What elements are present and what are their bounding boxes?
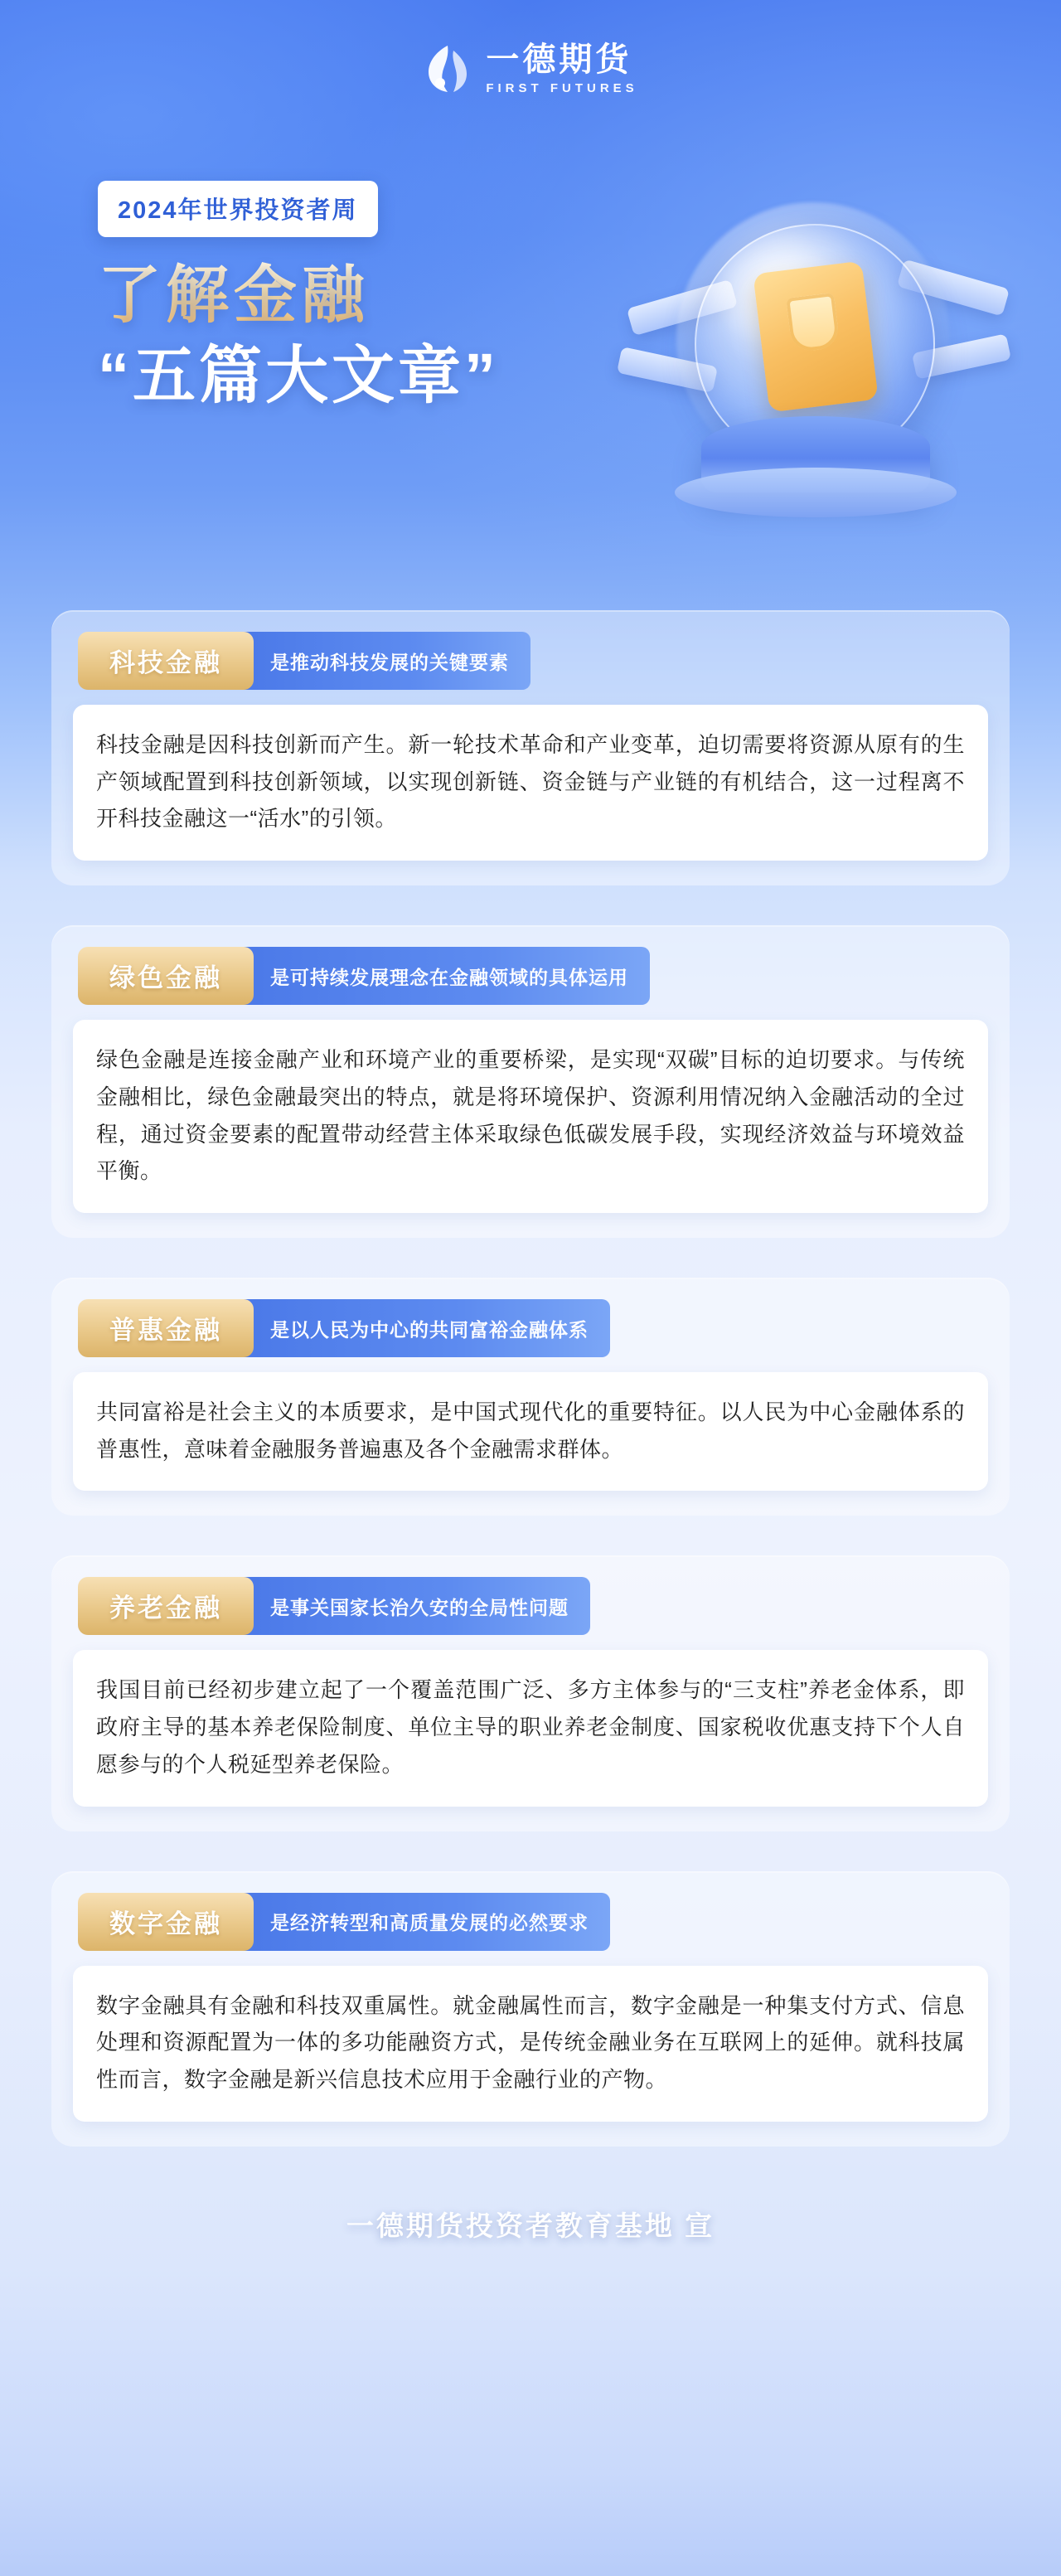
section-subtitle: 是可持续发展理念在金融领域的具体运用 (242, 947, 650, 1005)
content-sections (0, 600, 1061, 2147)
section-subtitle: 是推动科技发展的关键要素 (242, 632, 530, 690)
section-title: 数字金融 (78, 1893, 254, 1951)
section-card (51, 925, 1010, 1238)
section-body: 我国目前已经初步建立起了一个覆盖范围广泛、多方主体参与的“三支柱”养老金体系，即政府主导的基本养老保险制度、单位主导的职业养老金制度、国家税收优惠支持下个人自愿参与的个人税延型养老保险。 (73, 1650, 988, 1806)
section-subtitle: 是事关国家长治久安的全局性问题 (242, 1577, 590, 1635)
section-header (78, 632, 988, 690)
hero-badge: 2024年世界投资者周 (98, 181, 378, 237)
section-header (78, 947, 988, 1005)
feather-swirl-logo-icon (423, 43, 472, 95)
section-card (51, 1278, 1010, 1516)
section-card (51, 1555, 1010, 1831)
brand-text (486, 43, 637, 95)
section-header (78, 1577, 988, 1635)
section-title: 科技金融 (78, 632, 254, 690)
footer-text: 一德期货投资者教育基地 宣 (346, 2210, 715, 2241)
section-title: 养老金融 (78, 1577, 254, 1635)
section-body: 数字金融具有金融和科技双重属性。就金融属性而言，数字金融是一种集支付方式、信息处理和资源配置为一体的多功能融资方式，是传统金融业务在互联网上的延伸。就科技属性而言，数字金融是新兴信息技术应用于金融行业的产物。 (73, 1966, 988, 2122)
section-card (51, 610, 1010, 885)
brand-header (0, 0, 1061, 95)
hero-section (0, 95, 1061, 600)
section-body: 共同富裕是社会主义的本质要求，是中国式现代化的重要特征。以人民为中心金融体系的普惠性，意味着金融服务普遍惠及各个金融需求群体。 (73, 1372, 988, 1491)
glow-halo (676, 202, 950, 476)
section-subtitle: 是经济转型和高质量发展的必然要求 (242, 1893, 610, 1951)
section-title: 绿色金融 (78, 947, 254, 1005)
section-body: 绿色金融是连接金融产业和环境产业的重要桥梁，是实现“双碳”目标的迫切要求。与传统金融相比，绿色金融最突出的特点，就是将环境保护、资源利用情况纳入金融活动的全过程，通过资金要素的配置带动经营主体采取绿色低碳发展手段，实现经济效益与环境效益平衡。 (73, 1020, 988, 1213)
brand-name-cn: 一德期货 (486, 41, 632, 78)
section-header (78, 1299, 988, 1357)
section-title: 普惠金融 (78, 1299, 254, 1357)
pedestal-base-shape (675, 468, 957, 517)
section-body: 科技金融是因科技创新而产生。新一轮技术革命和产业变革，迫切需要将资源从原有的生产领域配置到科技创新领域，以实现创新链、资金链与产业链的有机结合，这一过程离不开科技金融这一“活水”的引领。 (73, 705, 988, 861)
section-subtitle: 是以人民为中心的共同富裕金融体系 (242, 1299, 610, 1357)
brand-name-en: FIRST FUTURES (486, 81, 638, 95)
section-header (78, 1893, 988, 1951)
pedestal-shape (701, 416, 930, 492)
hero-title-line1: 了解金融 (98, 262, 1061, 330)
hero-title-line2: “五篇大文章” (98, 341, 499, 412)
section-card (51, 1871, 1010, 2147)
